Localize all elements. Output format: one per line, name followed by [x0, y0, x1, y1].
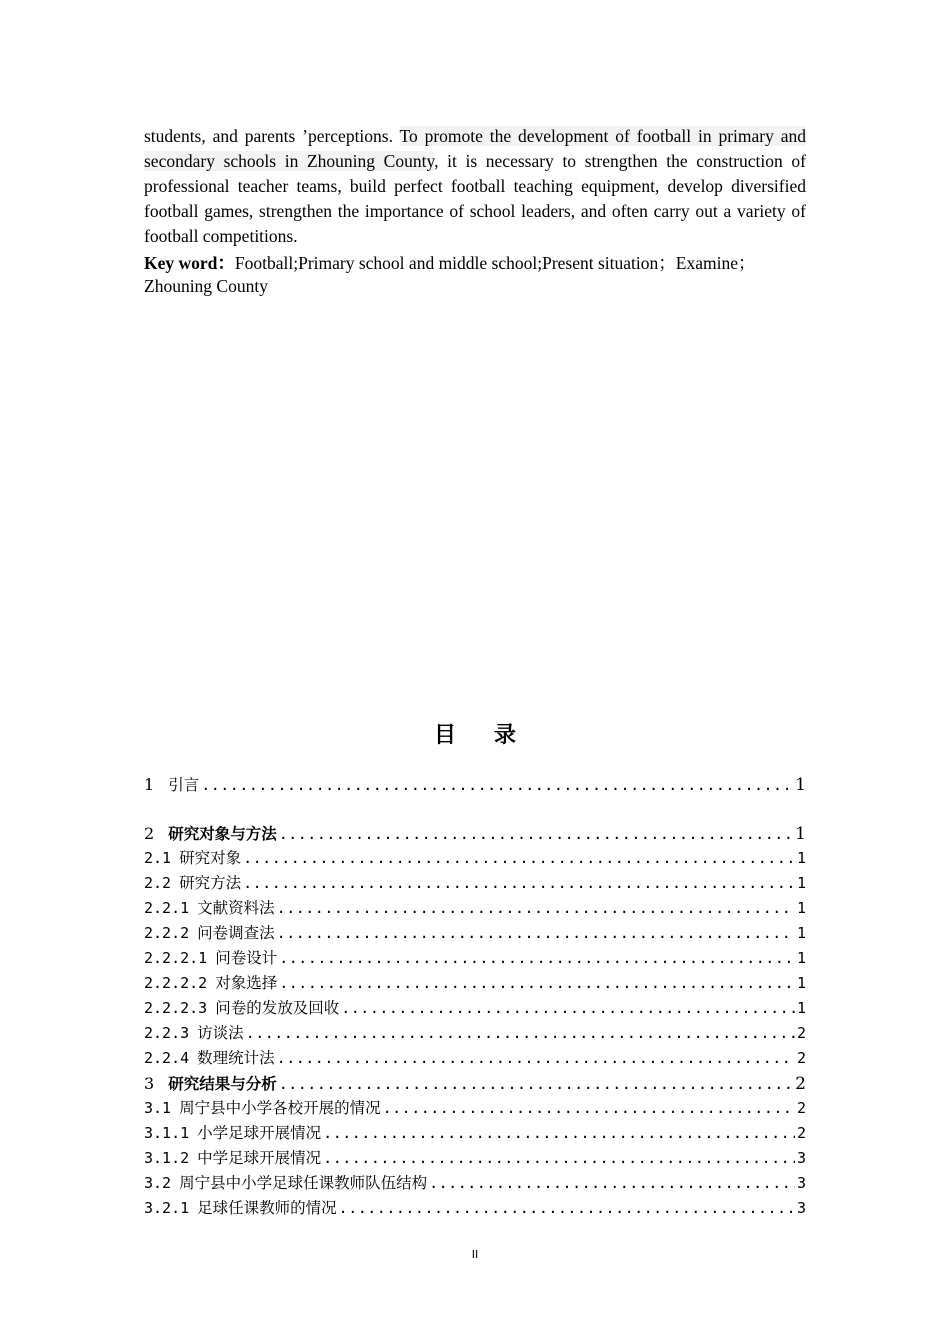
toc-entry[interactable]: [144, 1046, 806, 1071]
toc-entry-page: 1: [796, 999, 806, 1017]
abstract-paragraph: [144, 124, 806, 249]
toc-dot-leader: [246, 1021, 795, 1046]
toc-entry-number: 2.1: [144, 849, 172, 867]
toc-dot-leader: [383, 1096, 795, 1121]
toc-entry-number: 2: [144, 824, 155, 843]
toc-entry-page: 1: [796, 949, 806, 967]
toc-entry-number: 3.2: [144, 1174, 172, 1192]
toc-entry-page: 3: [796, 1199, 806, 1217]
toc-title: 目录: [433, 723, 554, 748]
toc-entry-number: 2.2.3: [144, 1024, 190, 1042]
toc-dot-leader: [341, 996, 795, 1021]
toc-entry[interactable]: [144, 846, 806, 871]
keywords-label: Key word：: [144, 253, 235, 273]
toc-group-2: [144, 821, 806, 1221]
toc-entry-number: 3.2.1: [144, 1199, 190, 1217]
toc-entry-number: 2.2.4: [144, 1049, 190, 1067]
abstract-rest: , it is necessary to strengthen the construction of professional teacher teams, build perfect football teaching equipment, develop diversified football games, strengthen the importance of school leaders, and often carry out a variety of football competitions.: [144, 151, 806, 246]
toc-entry-page: 1: [796, 849, 806, 867]
toc-entry-number: 2.2.1: [144, 899, 190, 917]
toc-dot-leader: [429, 1171, 795, 1196]
toc-entry-number: 3.1.1: [144, 1124, 190, 1142]
toc-dot-leader: [279, 971, 795, 996]
toc-dot-leader: [277, 921, 795, 946]
toc-dot-leader: [339, 1196, 795, 1221]
toc-entry[interactable]: [144, 896, 806, 921]
toc-entry[interactable]: [144, 1071, 806, 1096]
toc-entry-number: 2.2.2.1: [144, 949, 208, 967]
toc-entry-title: 足球任课教师的情况: [197, 1199, 337, 1217]
toc-entry-page: 1: [795, 775, 806, 795]
toc-dot-leader: [279, 946, 795, 971]
toc-entry-page: 3: [796, 1149, 806, 1167]
toc-entry[interactable]: [144, 1121, 806, 1146]
abstract-lead: students, and parents ’perceptions.: [144, 126, 400, 146]
toc-entry-title: 数理统计法: [197, 1049, 275, 1067]
toc-entry[interactable]: [144, 1196, 806, 1221]
toc-dot-leader: [323, 1121, 795, 1146]
toc-entry-page: 2: [796, 1024, 806, 1042]
toc-entry-page: 2: [796, 1049, 806, 1067]
toc-entry-page: 3: [796, 1174, 806, 1192]
toc-dot-leader: [279, 1072, 793, 1096]
page-number: II: [471, 1248, 479, 1261]
keywords-line: [144, 252, 806, 298]
toc-entry-title: 研究方法: [179, 874, 242, 892]
toc-entry[interactable]: [144, 996, 806, 1021]
toc-entry[interactable]: [144, 1096, 806, 1121]
toc-dot-leader: [243, 846, 795, 871]
toc-entry[interactable]: [144, 946, 806, 971]
toc-entry-number: 2.2.2: [144, 924, 190, 942]
toc-entry-number: 3.1.2: [144, 1149, 190, 1167]
toc-entry-title: 中学足球开展情况: [197, 1149, 322, 1167]
toc-dot-leader: [279, 822, 793, 846]
toc-entry-title: 问卷调查法: [197, 924, 275, 942]
toc-entry[interactable]: [144, 921, 806, 946]
toc-entry-title: 问卷设计: [215, 949, 278, 967]
toc-entry-title: 文献资料法: [197, 899, 275, 917]
toc-dot-leader: [243, 871, 795, 896]
toc-entry-number: 3: [144, 1074, 155, 1093]
toc-entry[interactable]: [144, 1171, 806, 1196]
keywords-text: Football;Primary school and middle school;Present situation；Examine；Zhouning County: [144, 253, 756, 296]
toc-entry-page: 2: [795, 1074, 806, 1094]
toc-entry-number: 2.2: [144, 874, 172, 892]
toc-entry-title: 访谈法: [197, 1024, 244, 1042]
toc-entry-title: 小学足球开展情况: [197, 1124, 322, 1142]
toc-entry[interactable]: [144, 772, 806, 797]
toc-entry-number: 2.2.2.3: [144, 999, 208, 1017]
toc-entry-title: 研究结果与分析: [168, 1075, 277, 1093]
toc-dot-leader: [201, 773, 793, 797]
toc-entry-number: 3.1: [144, 1099, 172, 1117]
toc-entry-page: 1: [796, 874, 806, 892]
toc-entry-page: 1: [796, 974, 806, 992]
toc-entry-title: 周宁县中小学足球任课教师队伍结构: [179, 1174, 428, 1192]
abstract-highlight: To promote the development of football in primary and secondary schools in Zhouning County: [144, 126, 806, 171]
toc-entry[interactable]: [144, 971, 806, 996]
toc-dot-leader: [277, 1046, 795, 1071]
toc-entry-title: 引言: [168, 776, 200, 794]
toc-dot-leader: [323, 1146, 795, 1171]
toc-entry[interactable]: [144, 1021, 806, 1046]
toc-entry-title: 研究对象: [179, 849, 242, 867]
toc-entry-number: 2.2.2.2: [144, 974, 208, 992]
toc-entry[interactable]: [144, 821, 806, 846]
toc-entry[interactable]: [144, 871, 806, 896]
toc-entry[interactable]: [144, 1146, 806, 1171]
toc-dot-leader: [277, 896, 795, 921]
toc-entry-title: 问卷的发放及回收: [215, 999, 340, 1017]
toc-entry-page: 1: [795, 824, 806, 844]
toc-entry-number: 1: [144, 775, 155, 794]
toc-entry-title: 周宁县中小学各校开展的情况: [179, 1099, 381, 1117]
toc-entry-title: 研究对象与方法: [168, 825, 277, 843]
toc-group-1: [144, 772, 806, 797]
toc-entry-page: 1: [796, 924, 806, 942]
toc-entry-page: 2: [796, 1099, 806, 1117]
toc-entry-title: 对象选择: [215, 974, 278, 992]
toc-entry-page: 1: [796, 899, 806, 917]
toc-entry-page: 2: [796, 1124, 806, 1142]
